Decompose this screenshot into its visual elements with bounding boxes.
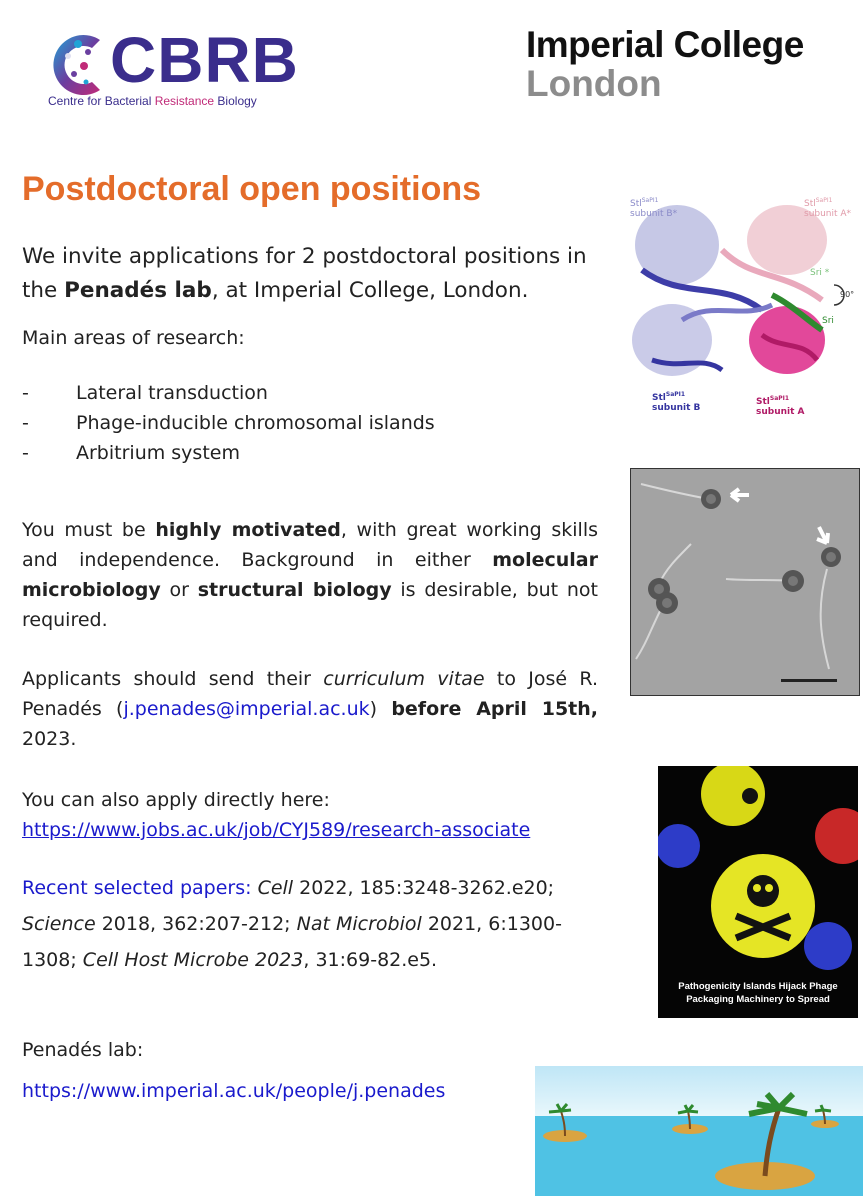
jobs-link[interactable]: https://www.jobs.ac.uk/job/CYJ589/research-associate: [22, 819, 531, 841]
direct-apply-block: [22, 785, 530, 845]
cbrb-logo: [38, 22, 298, 112]
email-link[interactable]: j.penades@imperial.ac.uk: [123, 698, 370, 720]
areas-list: [22, 378, 435, 468]
island-illustration: [535, 1066, 863, 1196]
areas-heading: Main areas of research:: [22, 327, 245, 349]
lab-link[interactable]: https://www.imperial.ac.uk/people/j.penades: [22, 1080, 446, 1102]
imperial-college-logo: [526, 26, 826, 104]
protein-structure-figure: Stl$^{SaPI1}$ subunit B* Stl$^{SaPI1}$ subunit A* Sri * 90° Sri Stl$^{SaPI1}$ subunit B Stl$^{SaPI1}$ subunit A: [630, 197, 855, 417]
cover-caption: Pathogenicity Islands Hijack Phage Packaging Machinery to Spread: [678, 981, 838, 1005]
imperial-line-1: Imperial College: [526, 24, 804, 65]
lab-label: Penadés lab:: [22, 1039, 144, 1061]
papers-paragraph: Recent selected papers: Cell 2022, 185:3248-3262.e20; Science 2018, 362:207-212; Nat Microbiol 2021, 6:1300-1308; Cell Host Microbe 2023, 31:69-82.e5.: [22, 877, 562, 971]
list-item: - Arbitrium system: [22, 442, 240, 464]
list-item: - Phage-inducible chromosomal islands: [22, 412, 435, 434]
cbrb-subtitle: Centre for Bacterial Resistance Biology: [48, 94, 257, 108]
cbrb-emblem-icon: [38, 26, 110, 104]
intro-paragraph: We invite applications for 2 postdoctoral positions in the Penadés lab, at Imperial College, London.: [22, 244, 587, 303]
electron-micrograph-image: [630, 468, 860, 696]
page-title: Postdoctoral open positions: [22, 170, 482, 208]
scale-bar: [781, 679, 837, 682]
requirements-paragraph: You must be highly motivated, with great working skills and independence. Background in either molecular microbiology or structural biology is desirable, but not required.: [22, 519, 599, 631]
journal-cover-image: [658, 766, 858, 1018]
direct-apply-text: You can also apply directly here:: [22, 789, 330, 811]
application-paragraph: Applicants should send their curriculum vitae to José R. Penadés (j.penades@imperial.ac.uk) before April 15th, 2023.: [22, 668, 598, 750]
cbrb-wordmark: CBRB: [110, 24, 299, 96]
list-item: - Lateral transduction: [22, 382, 268, 404]
imperial-line-2: London: [526, 63, 662, 104]
